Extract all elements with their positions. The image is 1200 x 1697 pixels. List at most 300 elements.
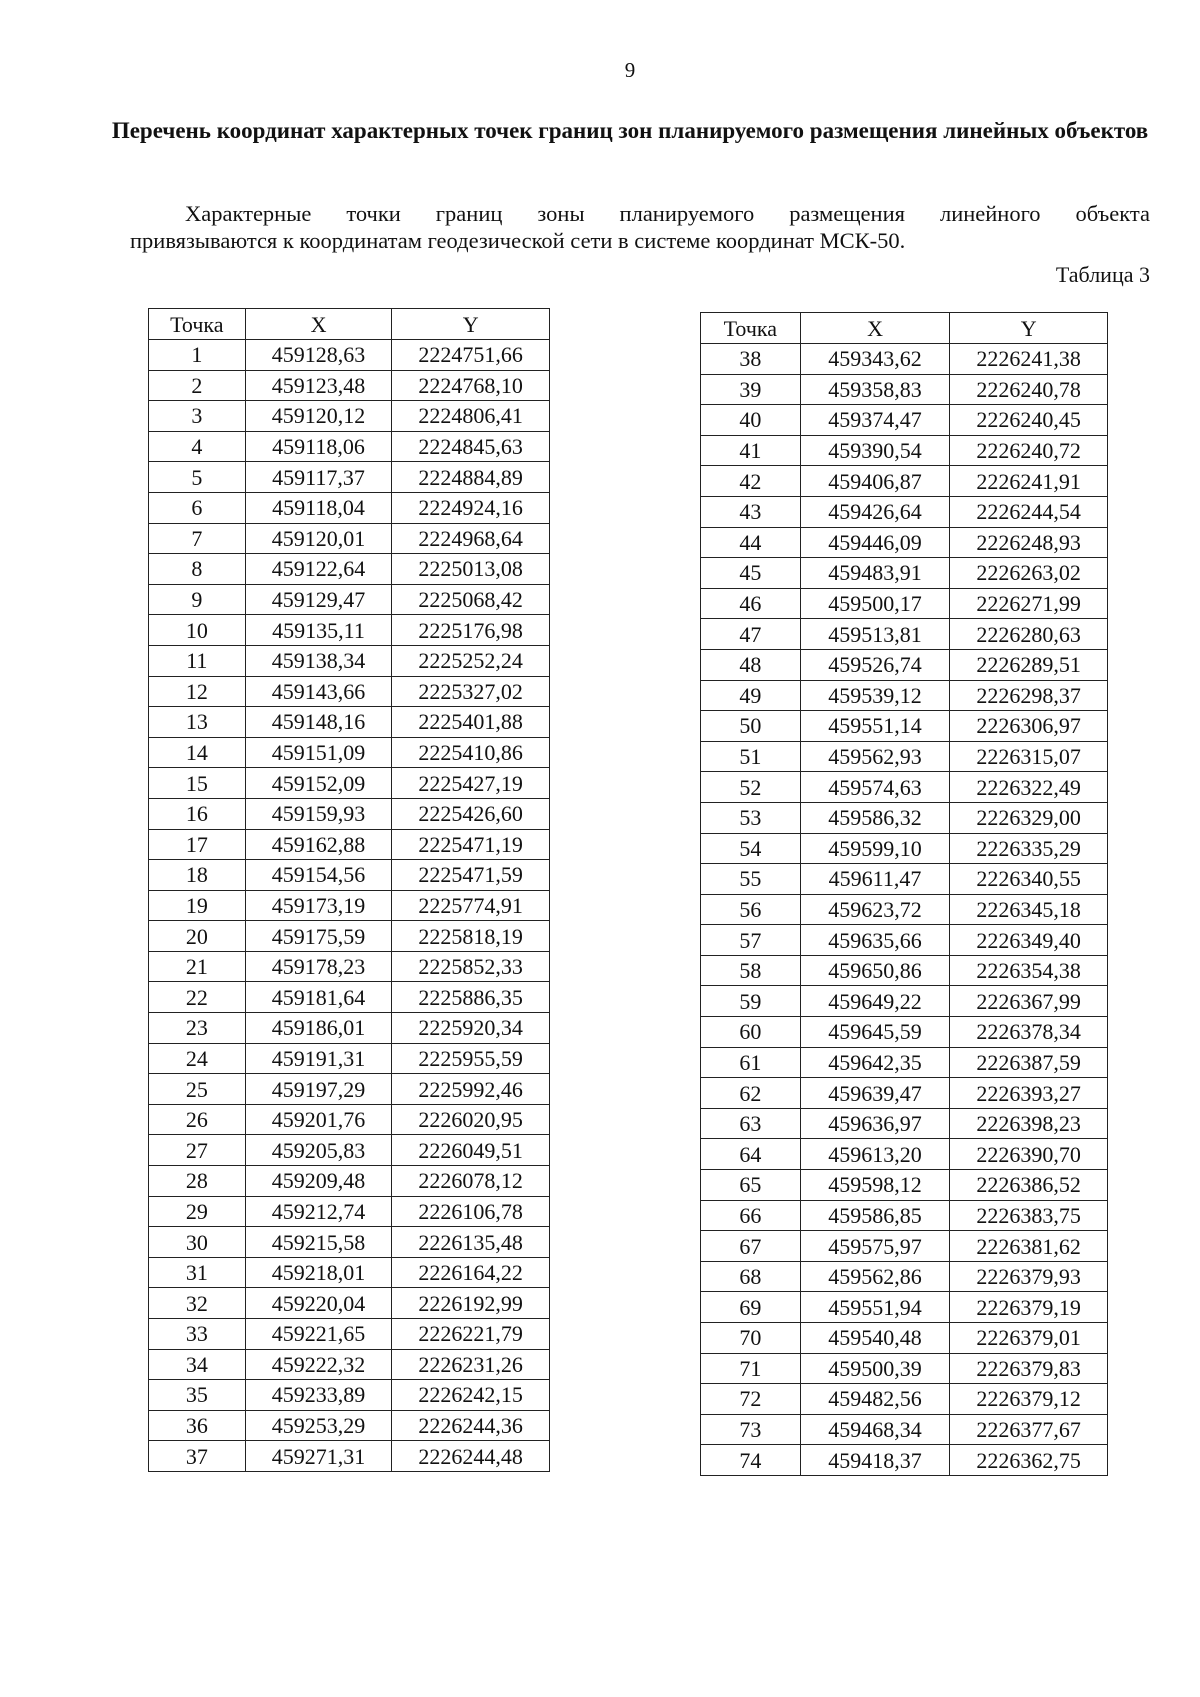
cell-y: 2226244,36 — [392, 1410, 550, 1441]
cell-y: 2226298,37 — [950, 680, 1108, 711]
cell-x: 459143,66 — [245, 676, 392, 707]
table-row — [149, 401, 550, 432]
table-row — [149, 921, 550, 952]
table-row — [149, 1319, 550, 1350]
cell-point: 37 — [149, 1441, 246, 1472]
cell-x: 459636,97 — [800, 1108, 950, 1139]
cell-y: 2225068,42 — [392, 584, 550, 615]
cell-y: 2226379,93 — [950, 1261, 1108, 1292]
cell-point: 34 — [149, 1349, 246, 1380]
cell-x: 459152,09 — [245, 768, 392, 799]
cell-point: 67 — [701, 1231, 801, 1262]
table-row — [701, 1384, 1108, 1415]
cell-x: 459162,88 — [245, 829, 392, 860]
cell-y: 2226241,38 — [950, 344, 1108, 375]
cell-x: 459562,93 — [800, 741, 950, 772]
table-row — [701, 435, 1108, 466]
cell-x: 459586,85 — [800, 1200, 950, 1231]
cell-point: 57 — [701, 925, 801, 956]
table-row — [149, 1441, 550, 1472]
cell-x: 459148,16 — [245, 707, 392, 738]
table-row — [701, 986, 1108, 1017]
cell-point: 55 — [701, 864, 801, 895]
cell-y: 2226244,54 — [950, 496, 1108, 527]
cell-point: 7 — [149, 523, 246, 554]
cell-x: 459201,76 — [245, 1104, 392, 1135]
cell-x: 459205,83 — [245, 1135, 392, 1166]
cell-y: 2226221,79 — [392, 1319, 550, 1350]
cell-point: 72 — [701, 1384, 801, 1415]
cell-x: 459123,48 — [245, 370, 392, 401]
cell-point: 33 — [149, 1319, 246, 1350]
cell-y: 2226390,70 — [950, 1139, 1108, 1170]
cell-y: 2226164,22 — [392, 1257, 550, 1288]
table-row — [149, 1074, 550, 1105]
cell-x: 459599,10 — [800, 833, 950, 864]
table-row — [149, 1288, 550, 1319]
cell-y: 2226263,02 — [950, 558, 1108, 589]
cell-y: 2225774,91 — [392, 890, 550, 921]
table-row — [149, 584, 550, 615]
cell-x: 459118,04 — [245, 492, 392, 523]
cell-point: 51 — [701, 741, 801, 772]
cell-x: 459483,91 — [800, 558, 950, 589]
table-row — [149, 492, 550, 523]
cell-y: 2224968,64 — [392, 523, 550, 554]
cell-point: 61 — [701, 1047, 801, 1078]
cell-y: 2226244,48 — [392, 1441, 550, 1472]
cell-point: 29 — [149, 1196, 246, 1227]
cell-x: 459138,34 — [245, 645, 392, 676]
cell-y: 2226242,15 — [392, 1380, 550, 1411]
cell-y: 2226106,78 — [392, 1196, 550, 1227]
cell-point: 23 — [149, 1013, 246, 1044]
cell-y: 2226362,75 — [950, 1445, 1108, 1476]
cell-x: 459118,06 — [245, 431, 392, 462]
table-row — [701, 1231, 1108, 1262]
cell-point: 66 — [701, 1200, 801, 1231]
cell-y: 2226393,27 — [950, 1078, 1108, 1109]
cell-point: 48 — [701, 649, 801, 680]
cell-point: 42 — [701, 466, 801, 497]
cell-x: 459218,01 — [245, 1257, 392, 1288]
cell-x: 459221,65 — [245, 1319, 392, 1350]
table-row — [149, 798, 550, 829]
cell-x: 459358,83 — [800, 374, 950, 405]
cell-x: 459650,86 — [800, 955, 950, 986]
table-row — [701, 1292, 1108, 1323]
cell-y: 2226335,29 — [950, 833, 1108, 864]
cell-y: 2225013,08 — [392, 554, 550, 585]
table-row — [701, 558, 1108, 589]
table-row — [701, 864, 1108, 895]
cell-y: 2226379,19 — [950, 1292, 1108, 1323]
cell-point: 60 — [701, 1017, 801, 1048]
table-row — [701, 649, 1108, 680]
cell-x: 459468,34 — [800, 1414, 950, 1445]
cell-point: 64 — [701, 1139, 801, 1170]
table-row — [701, 1353, 1108, 1384]
cell-x: 459562,86 — [800, 1261, 950, 1292]
cell-x: 459178,23 — [245, 951, 392, 982]
table-row — [149, 340, 550, 371]
cell-x: 459645,59 — [800, 1017, 950, 1048]
cell-point: 54 — [701, 833, 801, 864]
coordinates-table-right — [700, 312, 1108, 1476]
cell-y: 2226241,91 — [950, 466, 1108, 497]
cell-x: 459526,74 — [800, 649, 950, 680]
table-row — [149, 860, 550, 891]
cell-point: 56 — [701, 894, 801, 925]
cell-point: 43 — [701, 496, 801, 527]
cell-point: 62 — [701, 1078, 801, 1109]
cell-x: 459191,31 — [245, 1043, 392, 1074]
cell-point: 21 — [149, 951, 246, 982]
table-row — [701, 1445, 1108, 1476]
cell-point: 40 — [701, 405, 801, 436]
table-row — [701, 802, 1108, 833]
cell-x: 459253,29 — [245, 1410, 392, 1441]
table-row — [701, 466, 1108, 497]
cell-y: 2226240,45 — [950, 405, 1108, 436]
cell-x: 459343,62 — [800, 344, 950, 375]
cell-x: 459539,12 — [800, 680, 950, 711]
cell-x: 459551,14 — [800, 711, 950, 742]
cell-y: 2225410,86 — [392, 737, 550, 768]
cell-x: 459197,29 — [245, 1074, 392, 1105]
column-header-x: X — [245, 309, 392, 340]
column-header-x: X — [800, 313, 950, 344]
cell-x: 459611,47 — [800, 864, 950, 895]
cell-x: 459426,64 — [800, 496, 950, 527]
table-row — [701, 527, 1108, 558]
cell-y: 2226379,12 — [950, 1384, 1108, 1415]
cell-point: 10 — [149, 615, 246, 646]
table-row — [149, 645, 550, 676]
table-row — [701, 925, 1108, 956]
cell-x: 459220,04 — [245, 1288, 392, 1319]
cell-y: 2226322,49 — [950, 772, 1108, 803]
table-row — [149, 982, 550, 1013]
cell-x: 459135,11 — [245, 615, 392, 646]
cell-x: 459586,32 — [800, 802, 950, 833]
table-row — [149, 676, 550, 707]
cell-y: 2226306,97 — [950, 711, 1108, 742]
table-row — [149, 370, 550, 401]
cell-x: 459117,37 — [245, 462, 392, 493]
cell-point: 63 — [701, 1108, 801, 1139]
cell-point: 16 — [149, 798, 246, 829]
table-row — [149, 1104, 550, 1135]
cell-y: 2225955,59 — [392, 1043, 550, 1074]
cell-x: 459500,39 — [800, 1353, 950, 1384]
cell-point: 53 — [701, 802, 801, 833]
table-row — [701, 374, 1108, 405]
cell-y: 2226271,99 — [950, 588, 1108, 619]
cell-x: 459613,20 — [800, 1139, 950, 1170]
cell-point: 30 — [149, 1227, 246, 1258]
cell-y: 2226240,72 — [950, 435, 1108, 466]
table-row — [149, 1166, 550, 1197]
cell-y: 2225852,33 — [392, 951, 550, 982]
table-row — [701, 833, 1108, 864]
table-row — [701, 405, 1108, 436]
cell-point: 65 — [701, 1170, 801, 1201]
cell-x: 459575,97 — [800, 1231, 950, 1262]
cell-x: 459639,47 — [800, 1078, 950, 1109]
cell-x: 459635,66 — [800, 925, 950, 956]
cell-x: 459175,59 — [245, 921, 392, 952]
table-row — [701, 1108, 1108, 1139]
table-row — [701, 1200, 1108, 1231]
cell-point: 19 — [149, 890, 246, 921]
cell-x: 459181,64 — [245, 982, 392, 1013]
table-row — [701, 1323, 1108, 1354]
cell-point: 38 — [701, 344, 801, 375]
table-label: Таблица 3 — [1055, 262, 1150, 287]
cell-point: 20 — [149, 921, 246, 952]
cell-x: 459418,37 — [800, 1445, 950, 1476]
cell-point: 74 — [701, 1445, 801, 1476]
cell-y: 2225426,60 — [392, 798, 550, 829]
table-row — [149, 1349, 550, 1380]
cell-point: 45 — [701, 558, 801, 589]
cell-x: 459642,35 — [800, 1047, 950, 1078]
cell-y: 2225471,19 — [392, 829, 550, 860]
cell-point: 47 — [701, 619, 801, 650]
table-row — [701, 619, 1108, 650]
table-row — [149, 523, 550, 554]
table-row — [701, 1017, 1108, 1048]
cell-point: 28 — [149, 1166, 246, 1197]
cell-point: 59 — [701, 986, 801, 1017]
cell-y: 2225992,46 — [392, 1074, 550, 1105]
document-title: Перечень координат характерных точек границ зон планируемого размещения линейных объектов — [111, 118, 1149, 143]
cell-y: 2226248,93 — [950, 527, 1108, 558]
cell-point: 70 — [701, 1323, 801, 1354]
table-row — [149, 1257, 550, 1288]
intro-line-1: Характерные точки границ зоны планируемого размещения линейного объекта — [185, 201, 1150, 226]
table-row — [701, 344, 1108, 375]
column-header-y: Y — [950, 313, 1108, 344]
cell-y: 2226231,26 — [392, 1349, 550, 1380]
cell-point: 13 — [149, 707, 246, 738]
cell-y: 2226386,52 — [950, 1170, 1108, 1201]
cell-x: 459215,58 — [245, 1227, 392, 1258]
cell-point: 35 — [149, 1380, 246, 1411]
column-header-y: Y — [392, 309, 550, 340]
cell-y: 2226387,59 — [950, 1047, 1108, 1078]
cell-y: 2226329,00 — [950, 802, 1108, 833]
table-row — [701, 894, 1108, 925]
cell-y: 2224845,63 — [392, 431, 550, 462]
cell-point: 15 — [149, 768, 246, 799]
cell-x: 459540,48 — [800, 1323, 950, 1354]
table-row — [149, 1135, 550, 1166]
cell-point: 3 — [149, 401, 246, 432]
cell-x: 459623,72 — [800, 894, 950, 925]
cell-y: 2226020,95 — [392, 1104, 550, 1135]
cell-y: 2224768,10 — [392, 370, 550, 401]
table-row — [701, 741, 1108, 772]
cell-point: 69 — [701, 1292, 801, 1323]
cell-point: 24 — [149, 1043, 246, 1074]
cell-x: 459186,01 — [245, 1013, 392, 1044]
table-row — [701, 1414, 1108, 1445]
table-row — [149, 1410, 550, 1441]
table-row — [701, 955, 1108, 986]
cell-y: 2226340,55 — [950, 864, 1108, 895]
table-row — [149, 768, 550, 799]
cell-point: 25 — [149, 1074, 246, 1105]
table-row — [149, 951, 550, 982]
cell-x: 459574,63 — [800, 772, 950, 803]
cell-point: 11 — [149, 645, 246, 676]
column-header-point: Точка — [149, 309, 246, 340]
cell-x: 459120,12 — [245, 401, 392, 432]
table-row — [149, 1196, 550, 1227]
cell-y: 2224924,16 — [392, 492, 550, 523]
page-number: 9 — [624, 58, 636, 82]
cell-y: 2225252,24 — [392, 645, 550, 676]
cell-y: 2226377,67 — [950, 1414, 1108, 1445]
cell-point: 44 — [701, 527, 801, 558]
table-row — [701, 1078, 1108, 1109]
cell-y: 2224806,41 — [392, 401, 550, 432]
cell-y: 2226379,01 — [950, 1323, 1108, 1354]
cell-y: 2226240,78 — [950, 374, 1108, 405]
cell-y: 2226354,38 — [950, 955, 1108, 986]
table-row — [701, 1047, 1108, 1078]
table-row — [149, 615, 550, 646]
cell-x: 459482,56 — [800, 1384, 950, 1415]
cell-x: 459120,01 — [245, 523, 392, 554]
table-row — [149, 462, 550, 493]
cell-y: 2226289,51 — [950, 649, 1108, 680]
cell-y: 2226345,18 — [950, 894, 1108, 925]
cell-x: 459173,19 — [245, 890, 392, 921]
cell-x: 459159,93 — [245, 798, 392, 829]
cell-point: 31 — [149, 1257, 246, 1288]
cell-point: 41 — [701, 435, 801, 466]
cell-point: 14 — [149, 737, 246, 768]
cell-y: 2226192,99 — [392, 1288, 550, 1319]
cell-point: 39 — [701, 374, 801, 405]
cell-x: 459374,47 — [800, 405, 950, 436]
intro-line-2: привязываются к координатам геодезической сети в системе координат МСК-50. — [130, 228, 906, 253]
cell-point: 46 — [701, 588, 801, 619]
table-row — [701, 772, 1108, 803]
table-row — [149, 829, 550, 860]
cell-point: 4 — [149, 431, 246, 462]
cell-y: 2225427,19 — [392, 768, 550, 799]
table-row — [149, 707, 550, 738]
cell-x: 459128,63 — [245, 340, 392, 371]
cell-x: 459212,74 — [245, 1196, 392, 1227]
cell-point: 12 — [149, 676, 246, 707]
cell-x: 459271,31 — [245, 1441, 392, 1472]
cell-y: 2226135,48 — [392, 1227, 550, 1258]
cell-point: 73 — [701, 1414, 801, 1445]
cell-x: 459649,22 — [800, 986, 950, 1017]
table-row — [149, 1380, 550, 1411]
cell-y: 2226280,63 — [950, 619, 1108, 650]
cell-point: 71 — [701, 1353, 801, 1384]
cell-point: 68 — [701, 1261, 801, 1292]
cell-point: 22 — [149, 982, 246, 1013]
intro-paragraph — [130, 200, 1150, 254]
cell-y: 2226367,99 — [950, 986, 1108, 1017]
cell-y: 2225327,02 — [392, 676, 550, 707]
cell-point: 26 — [149, 1104, 246, 1135]
table-row — [149, 431, 550, 462]
table-row — [701, 588, 1108, 619]
table-row — [701, 1170, 1108, 1201]
cell-y: 2226398,23 — [950, 1108, 1108, 1139]
cell-point: 1 — [149, 340, 246, 371]
cell-point: 36 — [149, 1410, 246, 1441]
cell-x: 459151,09 — [245, 737, 392, 768]
table-row — [149, 1043, 550, 1074]
cell-y: 2226381,62 — [950, 1231, 1108, 1262]
table-row — [701, 680, 1108, 711]
cell-x: 459406,87 — [800, 466, 950, 497]
cell-point: 2 — [149, 370, 246, 401]
cell-x: 459598,12 — [800, 1170, 950, 1201]
cell-point: 9 — [149, 584, 246, 615]
cell-x: 459551,94 — [800, 1292, 950, 1323]
cell-y: 2225920,34 — [392, 1013, 550, 1044]
cell-x: 459446,09 — [800, 527, 950, 558]
cell-y: 2225471,59 — [392, 860, 550, 891]
table-header-row — [149, 309, 550, 340]
cell-point: 27 — [149, 1135, 246, 1166]
table-row — [149, 554, 550, 585]
cell-y: 2226049,51 — [392, 1135, 550, 1166]
cell-y: 2225886,35 — [392, 982, 550, 1013]
cell-point: 50 — [701, 711, 801, 742]
cell-y: 2226315,07 — [950, 741, 1108, 772]
table-row — [149, 890, 550, 921]
cell-y: 2224751,66 — [392, 340, 550, 371]
cell-y: 2226078,12 — [392, 1166, 550, 1197]
table-row — [701, 1139, 1108, 1170]
column-header-point: Точка — [701, 313, 801, 344]
cell-point: 58 — [701, 955, 801, 986]
cell-x: 459129,47 — [245, 584, 392, 615]
cell-point: 17 — [149, 829, 246, 860]
cell-y: 2225176,98 — [392, 615, 550, 646]
table-row — [149, 1013, 550, 1044]
cell-y: 2226378,34 — [950, 1017, 1108, 1048]
cell-point: 18 — [149, 860, 246, 891]
cell-x: 459513,81 — [800, 619, 950, 650]
cell-point: 6 — [149, 492, 246, 523]
cell-y: 2226383,75 — [950, 1200, 1108, 1231]
cell-x: 459122,64 — [245, 554, 392, 585]
cell-x: 459209,48 — [245, 1166, 392, 1197]
cell-point: 49 — [701, 680, 801, 711]
cell-y: 2226379,83 — [950, 1353, 1108, 1384]
cell-x: 459222,32 — [245, 1349, 392, 1380]
cell-y: 2225818,19 — [392, 921, 550, 952]
cell-x: 459233,89 — [245, 1380, 392, 1411]
cell-point: 5 — [149, 462, 246, 493]
cell-point: 8 — [149, 554, 246, 585]
table-header-row — [701, 313, 1108, 344]
cell-y: 2225401,88 — [392, 707, 550, 738]
table-row — [149, 1227, 550, 1258]
